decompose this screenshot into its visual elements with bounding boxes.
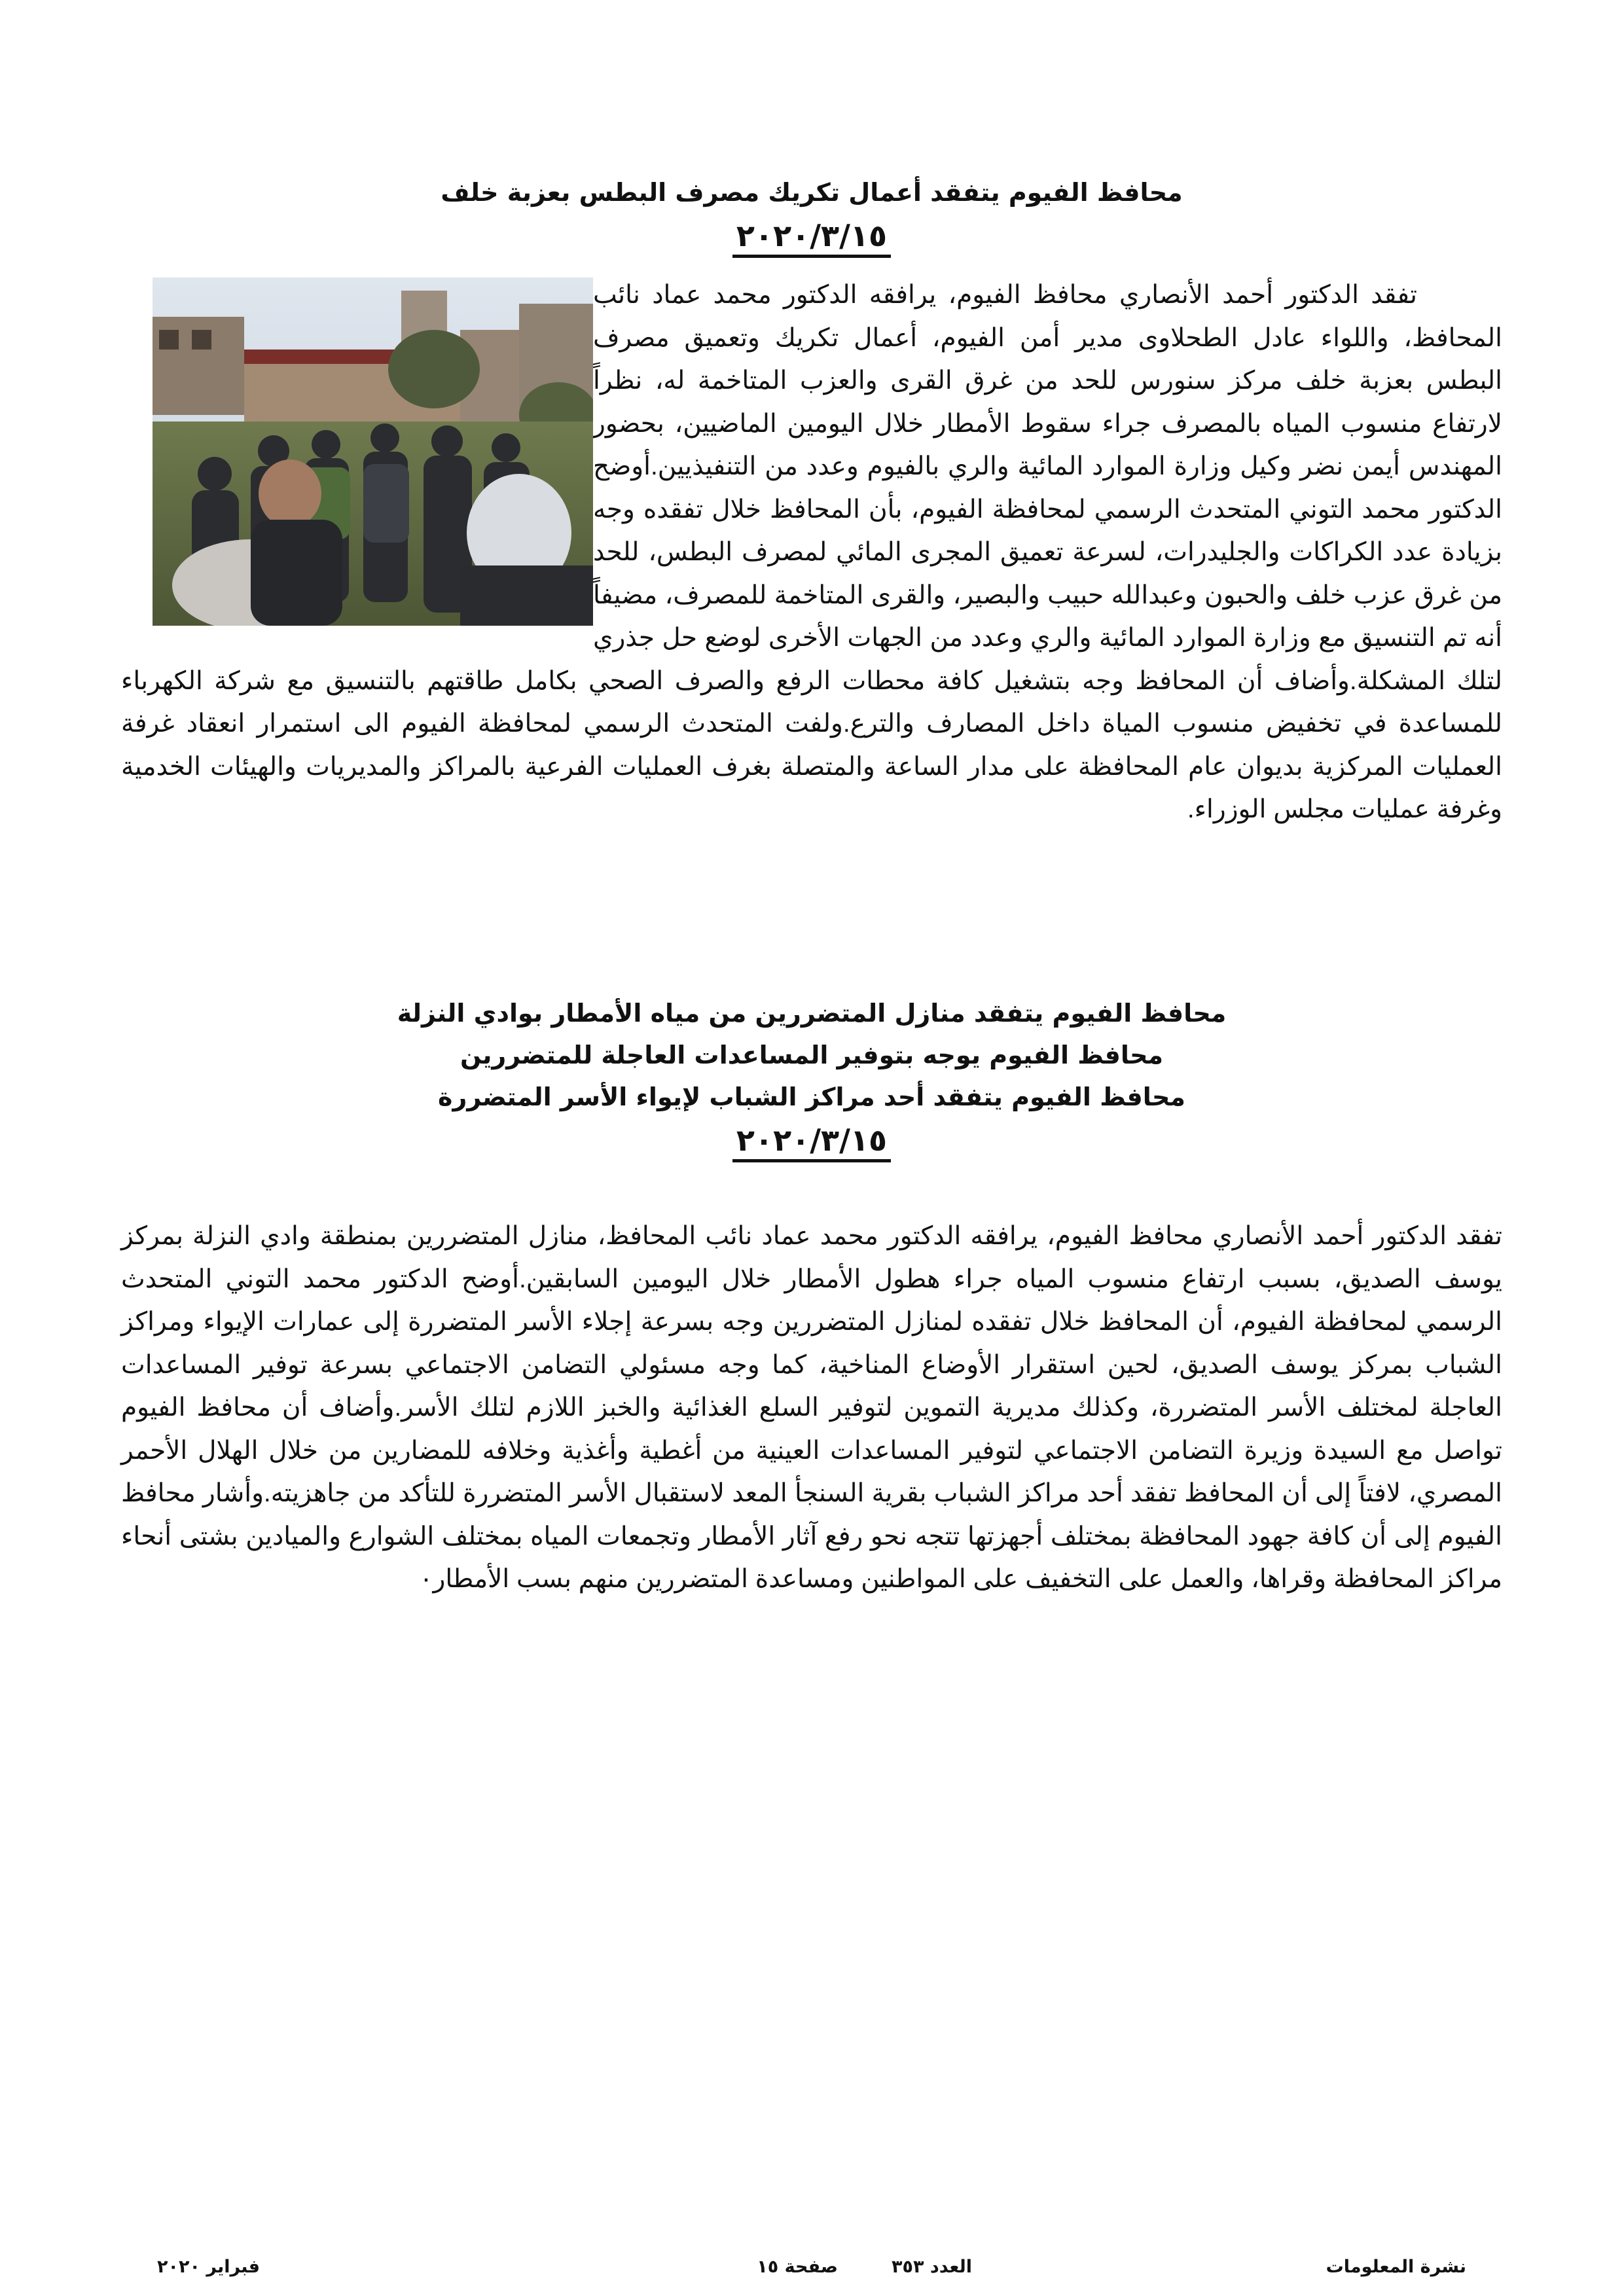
- article-1-photo: [153, 278, 593, 626]
- article-1-body: تفقد الدكتور أحمد الأنصاري محافظ الفيوم، يرافقه الدكتور محمد عماد نائب المحافظ، واللواء عادل الطحلاوى مدير أمن الفيوم، أعمال تكريك وتعميق مصرف البطس بعزبة خلف مركز سنورس للحد من غرق القرى والعزب المتاخمة له، نظراً لارتفاع منسوب المياه بالمصرف جراء سقوط الأمطار خلال اليومين الماضيين، بحضور المهندس أيمن نضر وكيل وزارة الموارد المائية والري بالفيوم وعدد من التنفيذيين.أوضح الدكتور محمد التوني المتحدث الرسمي لمحافظة الفيوم، بأن المحافظ خلال تفقده وجه بزيادة عدد الكراكات والجليدرات، لسرعة تعميق المجرى المائي لمصرف البطس، للحد من غرق عزب خلف والحبون وعبدالله حبيب والبصير، والقرى المتاخمة للمصرف، مضيفاً أنه تم التنسيق مع وزارة الموارد المائية والري وعدد من الجهات الأخرى لوضع حل جذري لتلك المشكلة.وأضاف أن المحافظ وجه بتشغيل كافة محطات الرفع والصرف الصحي بكامل طاقتهم بالتنسيق مع شركة الكهرباء للمساعدة في تخفيض منسوب المياة داخل المصارف والترع.ولفت المتحدث الرسمي لمحافظة الفيوم الى استمرار انعقاد غرفة العمليات المركزية بديوان عام المحافظة على مدار الساعة والمتصلة بغرف العمليات الفرعية بالمراكز والمديريات والهيئات الخدمية وغرفة عمليات مجلس الوزراء.: [121, 281, 1502, 823]
- footer-page-number: صفحة ١٥: [757, 2257, 838, 2277]
- article-2-headline-2: محافظ الفيوم يوجه بتوفير المساعدات العاجلة للمتضررين: [460, 1041, 1164, 1069]
- article-1-headline: محافظ الفيوم يتفقد أعمال تكريك مصرف البطس بعزبة خلف: [441, 178, 1183, 207]
- article-flood-victims: [121, 992, 1502, 1601]
- footer-month: فبراير ٢٠٢٠: [157, 2257, 261, 2277]
- article-2-body: تفقد الدكتور أحمد الأنصاري محافظ الفيوم، يرافقه الدكتور محمد عماد نائب المحافظ، منازل المتضررين بمنطقة وادي النزلة بمركز يوسف الصديق، بسبب ارتفاع منسوب المياه جراء هطول الأمطار خلال اليومين السابقين.أوضح الدكتور محمد التوني المتحدث الرسمي لمحافظة الفيوم، أن المحافظ خلال تفقده لمنازل المتضررين وجه بسرعة إجلاء الأسر المتضررة إلى عمارات الإيواء ومراكز الشباب بمركز يوسف الصديق، لحين استقرار الأوضاع المناخية، كما وجه مسئولي التضامن الاجتماعي بسرعة توفير المساعدات العاجلة لمختلف الأسر المتضررة، وكذلك مديرية التموين لتوفير السلع الغذائية والخبز اللازم لتلك الأسر.وأضاف أن محافظ الفيوم تواصل مع السيدة وزيرة التضامن الاجتماعي لتوفير المساعدات العينية من أغطية وأغذية وخلافه للمضارين من خلال الهلال الأحمر المصري، لافتاً إلى أن المحافظ تفقد أحد مراكز الشباب بقرية السنجأ المعد لاستقبال الأسر المتضررة للتأكد من جاهزيته.وأشار محافظ الفيوم إلى أن كافة جهود المحافظة بمختلف أجهزتها تتجه نحو رفع آثار الأمطار وتجمعات المياه بمختلف الشوارع والميادين بشتى أنحاء مراكز المحافظة وقراها، والعمل على التخفيف على المواطنين ومساعدة المتضررين منهم بسب الأمطار٠: [121, 1222, 1502, 1593]
- article-canal-dredging: [121, 171, 1502, 831]
- article-2-headline-1: محافظ الفيوم يتفقد منازل المتضررين من مياه الأمطار بوادي النزلة: [397, 999, 1227, 1028]
- field-visit-photo: [153, 278, 593, 626]
- article-2-date: ٢٠٢٠/٣/١٥: [121, 1119, 1502, 1161]
- page-footer: [157, 2257, 1466, 2296]
- footer-publication: نشرة المعلومات: [1326, 2257, 1466, 2277]
- article-2-headline-3: محافظ الفيوم يتفقد أحد مراكز الشباب لإيواء الأسر المتضررة: [438, 1083, 1185, 1111]
- footer-issue: العدد ٣٥٣: [892, 2257, 972, 2277]
- article-1-date: ٢٠٢٠/٣/١٥: [121, 215, 1502, 257]
